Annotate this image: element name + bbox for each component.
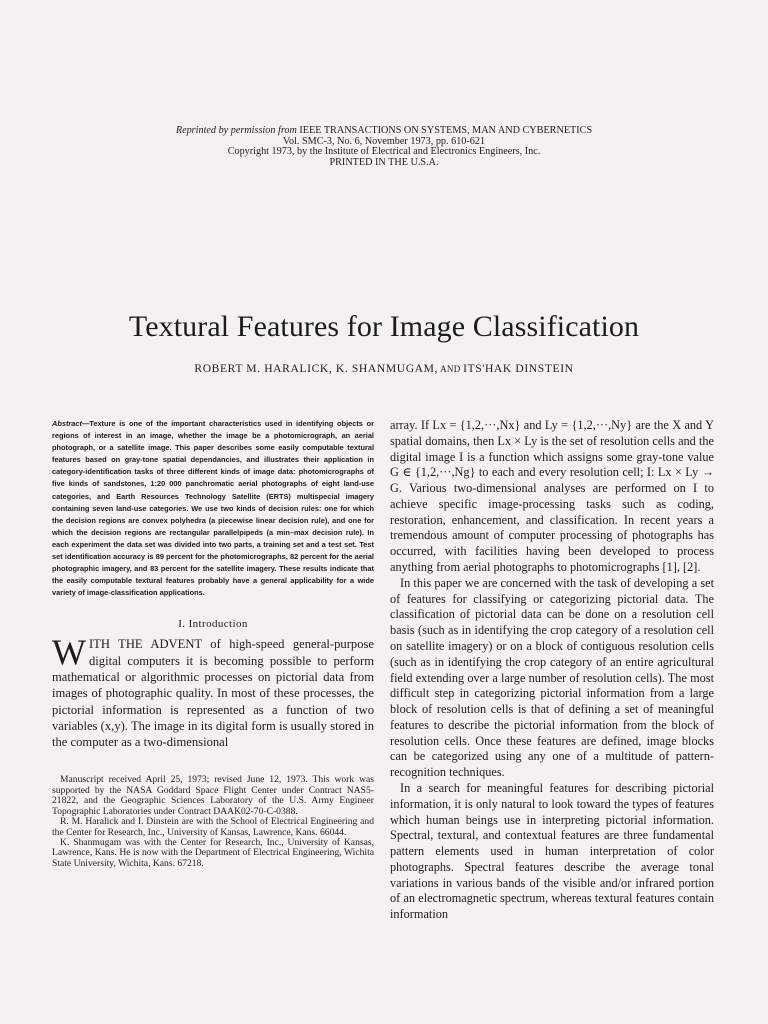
right-column (390, 418, 714, 923)
body-paragraph: In a search for meaningful features for describing pictorial information, it is only natural to look toward the types of features which human beings use in interpreting pictorial information. Spectral, textural, and contextual features are three fundamental pattern elements used in human interpretation of color photographs. Spectral features describe the average tonal variations in various bands of the visible and/or infrared portion of an electromagnetic spectrum, whereas textural features contain information (390, 780, 714, 922)
reprint-prefix: Reprinted by permission from (175, 125, 297, 136)
abstract-text: —Texture is one of the important characteristics used in identifying objects or regions of interest in an image, whether the image be a photomicrograph, an aerial photograph, or a satellite image. This paper describes some easily computable textural features based on gray-tone spatial dependancies, and illustrates their application in category-identification tasks of three different kinds of image data: photomicrographs of five kinds of sandstones, 1:20 000 panchromatic aerial photographs of eight land-use categories, and Earth Resources Technology Satellite (ERTS) multispecial imagery containing seven land-use categories. We use two kinds of decision rules: one for which the decision regions are convex polyhedra (a piecewise linear decision rule), and one for which the decision regions are rectangular parallelpipeds (a min–max decision rule). In each experiment the data set was divided into two parts, a training set and a test set. Test set identification accuracy is 89 percent for the photomicrographs, 82 percent for the aerial photographic imagery, and 83 percent for the satellite imagery. These results indicate that the easily computable textural features probably have a general applicability for a wide variety of image-classification applications. (52, 419, 374, 598)
volume-line: Vol. SMC-3, No. 6, November 1973, pp. 610-621 (282, 135, 486, 147)
section-heading: I. Introduction (178, 618, 248, 631)
left-column (52, 418, 374, 869)
abstract (52, 418, 374, 599)
author-names: ROBERT M. HARALICK, K. SHANMUGAM, (194, 362, 439, 375)
abstract-label: Abstract (52, 419, 82, 428)
copyright-line: Copyright 1973, by the Institute of Electrical and Electronics Engineers, Inc. (227, 146, 541, 157)
reprint-notice (0, 126, 768, 168)
footnote-manuscript: Manuscript received April 25, 1973; revised June 12, 1973. This work was supported by the NASA Goddard Space Flight Center under Contract NAS5-21822, and the Geographic Sciences Laboratory of the U.S. Army Engineer Topographic Laboratories under Contract DAAK02-70-C-0388. (52, 774, 374, 817)
reprint-journal-line (0, 126, 768, 137)
drop-cap: W (52, 632, 86, 673)
printed-line: PRINTED IN THE U.S.A. (329, 156, 439, 168)
footnotes (52, 775, 374, 869)
author-last: ITS'HAK DINSTEIN (463, 362, 574, 375)
body-paragraph: array. If Lx = {1,2,···,Nx} and Ly = {1,2,···,Ny} are the X and Y spatial domains, then Lx × Ly is the set of resolution cells and the digital image I is a function which assigns some gray-tone value G ∈ {1,2,···,Ng} to each and every resolution cell; I: Lx × Ly → G. Various two-dimensional analyses are performed on I to achieve specific image-processing tasks such as coding, restoration, enhancement, and classification. In recent years a tremendous amount of computer processing of photographs has occurred, with facilities having been developed to process anything from aerial photographs to photomicrographs [1], [2]. (390, 418, 714, 575)
journal-name: IEEE TRANSACTIONS ON SYSTEMS, MAN AND CYBERNETICS (296, 125, 593, 136)
intro-paragraph (52, 632, 374, 750)
intro-text: ITH THE ADVENT of high-speed general-purpose digital computers it is becoming possible to perform mathematical or algorithmic processes on pictorial data from images of photographic quality. In most of these processes, the pictorial information is represented as a function of two variables (x,y). The image in its digital form is usually stored in the computer as a two-dimensional (52, 637, 374, 750)
body-paragraph: In this paper we are concerned with the task of developing a set of features for classifying or categorizing pictorial data. The classification of pictorial data can be done on a resolution cell basis (such as in identifying the crop category of a resolution cell on satellite imagery) or on a block of contiguous resolution cells (such as in identifying the crop category of an entire agricultural field extending over a large number of resolution cells). The most difficult step in categorizing pictorial information from a large block of resolution cells is that of defining a set of meaningful features to describe the pictorial information from the block of resolution cells. Once these features are defined, image blocks can be categorized using any one of a multitude of pattern-recognition techniques. (390, 575, 714, 780)
author-list (0, 362, 768, 375)
footnote-affiliation: R. M. Haralick and I. Dinstein are with the School of Electrical Engineering and the Center for Research, Inc., University of Kansas, Lawrence, Kans. 66044. (52, 816, 374, 838)
paper-title: Textural Features for Image Classification (128, 310, 640, 343)
author-conjunction: AND (438, 364, 464, 374)
footnote-affiliation: K. Shanmugam was with the Center for Research, Inc., University of Kansas, Lawrence, Kans. He is now with the Department of Electrical Engineering, Wichita State University, Wichita, Kans. 67218. (52, 836, 374, 869)
